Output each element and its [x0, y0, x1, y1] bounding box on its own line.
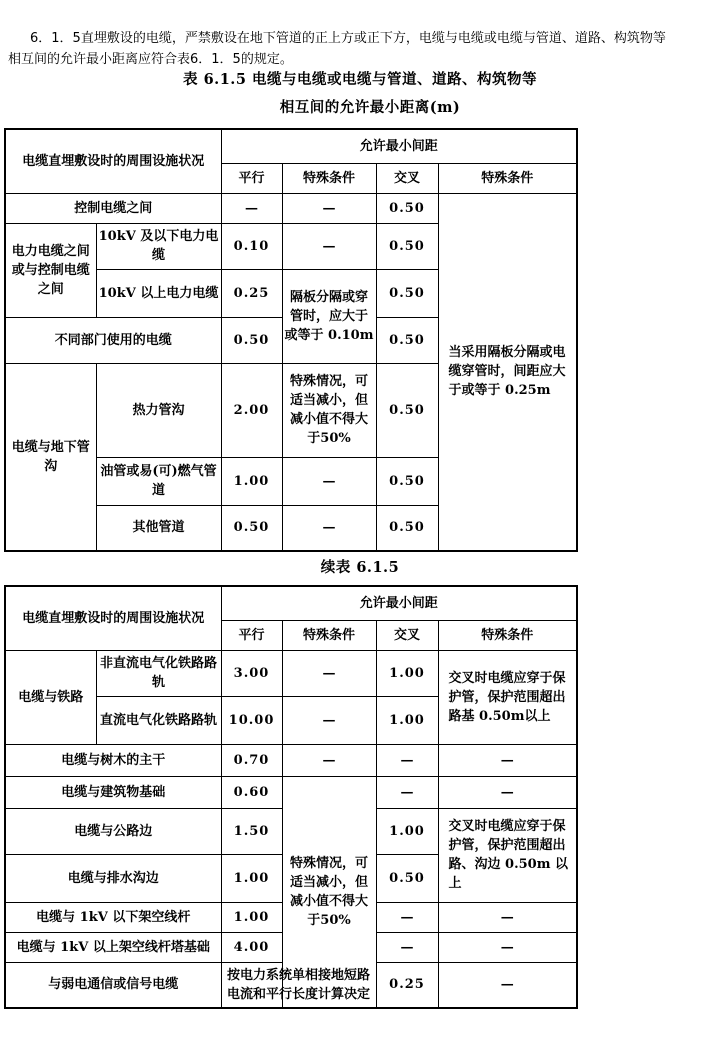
distance-table-continued	[4, 585, 578, 1009]
row-heat-label: 热力管沟	[96, 363, 221, 457]
row-tree-cross: —	[376, 744, 438, 776]
row-tree-special: —	[282, 744, 376, 776]
row-rail-dc-cross: 1.00	[376, 696, 438, 744]
row-rail-dc-parallel: 10.00	[221, 696, 282, 744]
row-rail-dc-label: 直流电气化铁路路轨	[96, 696, 221, 744]
header-special-1: 特殊条件	[282, 620, 376, 650]
intro-line-1: 6．1．5直埋敷设的电缆，严禁敷设在地下管道的正上方或正下方，电缆与电缆或电缆与管道、道路、构筑物等	[30, 31, 666, 46]
row-pole-high-cross: —	[376, 932, 438, 962]
row-heat-cross: 0.50	[376, 363, 438, 457]
row-weak-calc: 按电力系统单相接地短路电流和平行长度计算决定	[221, 962, 376, 1008]
row-rail-nondc-cross: 1.00	[376, 650, 438, 696]
row-dept-label: 不同部门使用的电缆	[5, 317, 221, 363]
row-weak-special-2: —	[438, 962, 577, 1008]
header-facility: 电缆直埋敷设时的周围设施状况	[5, 586, 221, 650]
row-kv-low-label: 10kV 及以下电力电缆	[96, 223, 221, 269]
row-kv-low-parallel: 0.10	[221, 223, 282, 269]
table1-caption-line1: 表 6.1.5 电缆与电缆或电缆与管道、道路、构筑物等	[183, 71, 537, 88]
row-heat-parallel: 2.00	[221, 363, 282, 457]
underground-group-label: 电缆与地下管沟	[5, 363, 96, 551]
row-drain-cross: 0.50	[376, 854, 438, 902]
row-other-cross: 0.50	[376, 505, 438, 551]
row-oil-label: 油管或易(可)燃气管道	[96, 457, 221, 505]
row-rail-nondc-parallel: 3.00	[221, 650, 282, 696]
row-drain-label: 电缆与排水沟边	[5, 854, 221, 902]
row-kv-high-cross: 0.50	[376, 269, 438, 317]
road-special-note: 交叉时电缆应穿于保护管，保护范围超出路、沟边 0.50m 以上	[438, 808, 577, 902]
row-tree-label: 电缆与树木的主干	[5, 744, 221, 776]
table1-caption-line2: 相互间的允许最小距离(m)	[279, 99, 461, 116]
row-tree-parallel: 0.70	[221, 744, 282, 776]
row-other-label: 其他管道	[96, 505, 221, 551]
row-kv-high-label: 10kV 以上电力电缆	[96, 269, 221, 317]
row-pole-low-cross: —	[376, 902, 438, 932]
header-special-2: 特殊条件	[438, 620, 577, 650]
cross-special-note: 当采用隔板分隔或电缆穿管时，间距应大于或等于 0.25m	[438, 193, 577, 551]
row-kv-low-cross: 0.50	[376, 223, 438, 269]
header-allow: 允许最小间距	[221, 586, 577, 620]
row-control-label: 控制电缆之间	[5, 193, 221, 223]
row-rail-dc-special: —	[282, 696, 376, 744]
row-kv-low-special: —	[282, 223, 376, 269]
row-road-label: 电缆与公路边	[5, 808, 221, 854]
intro-line-2: 相互间的允许最小距离应符合表6．1．5的规定。	[8, 52, 293, 67]
header-parallel: 平行	[221, 163, 282, 193]
row-dept-parallel: 0.50	[221, 317, 282, 363]
table2-caption: 续表 6.1.5	[320, 559, 400, 576]
header-parallel: 平行	[221, 620, 282, 650]
row-control-cross: 0.50	[376, 193, 438, 223]
row-tree-special-2: —	[438, 744, 577, 776]
row-pole-high-parallel: 4.00	[221, 932, 282, 962]
row-weak-label: 与弱电通信或信号电缆	[5, 962, 221, 1008]
row-building-cross: —	[376, 776, 438, 808]
row-weak-cross: 0.25	[376, 962, 438, 1008]
row-oil-parallel: 1.00	[221, 457, 282, 505]
row-pole-high-special-2: —	[438, 932, 577, 962]
mid-special-note: 特殊情况，可适当减小，但减小值不得大于50%	[282, 776, 376, 1008]
row-road-cross: 1.00	[376, 808, 438, 854]
row-building-label: 电缆与建筑物基础	[5, 776, 221, 808]
row-oil-special: —	[282, 457, 376, 505]
power-group-label: 电力电缆之间或与控制电缆之间	[5, 223, 96, 317]
rail-special-note: 交叉时电缆应穿于保护管，保护范围超出路基 0.50m以上	[438, 650, 577, 744]
row-building-parallel: 0.60	[221, 776, 282, 808]
intro-paragraph	[8, 28, 714, 70]
row-control-special: —	[282, 193, 376, 223]
row-pole-low-parallel: 1.00	[221, 902, 282, 932]
header-cross: 交叉	[376, 163, 438, 193]
header-facility: 电缆直埋敷设时的周围设施状况	[5, 129, 221, 193]
row-other-special: —	[282, 505, 376, 551]
row-rail-nondc-special: —	[282, 650, 376, 696]
header-special-1: 特殊条件	[282, 163, 376, 193]
partition-special-note: 隔板分隔或穿管时，应大于或等于 0.10m	[282, 269, 376, 363]
row-dept-cross: 0.50	[376, 317, 438, 363]
row-heat-special: 特殊情况，可适当减小，但减小值不得大于50%	[282, 363, 376, 457]
row-pole-high-label: 电缆与 1kV 以上架空线杆塔基础	[5, 932, 221, 962]
header-cross: 交叉	[376, 620, 438, 650]
distance-table	[4, 128, 578, 552]
row-drain-parallel: 1.00	[221, 854, 282, 902]
row-building-special-2: —	[438, 776, 577, 808]
row-pole-low-label: 电缆与 1kV 以下架空线杆	[5, 902, 221, 932]
header-special-2: 特殊条件	[438, 163, 577, 193]
header-allow: 允许最小间距	[221, 129, 577, 163]
row-kv-high-parallel: 0.25	[221, 269, 282, 317]
row-oil-cross: 0.50	[376, 457, 438, 505]
row-road-parallel: 1.50	[221, 808, 282, 854]
row-control-parallel: —	[221, 193, 282, 223]
row-pole-low-special-2: —	[438, 902, 577, 932]
row-other-parallel: 0.50	[221, 505, 282, 551]
row-rail-nondc-label: 非直流电气化铁路路轨	[96, 650, 221, 696]
rail-group-label: 电缆与铁路	[5, 650, 96, 744]
